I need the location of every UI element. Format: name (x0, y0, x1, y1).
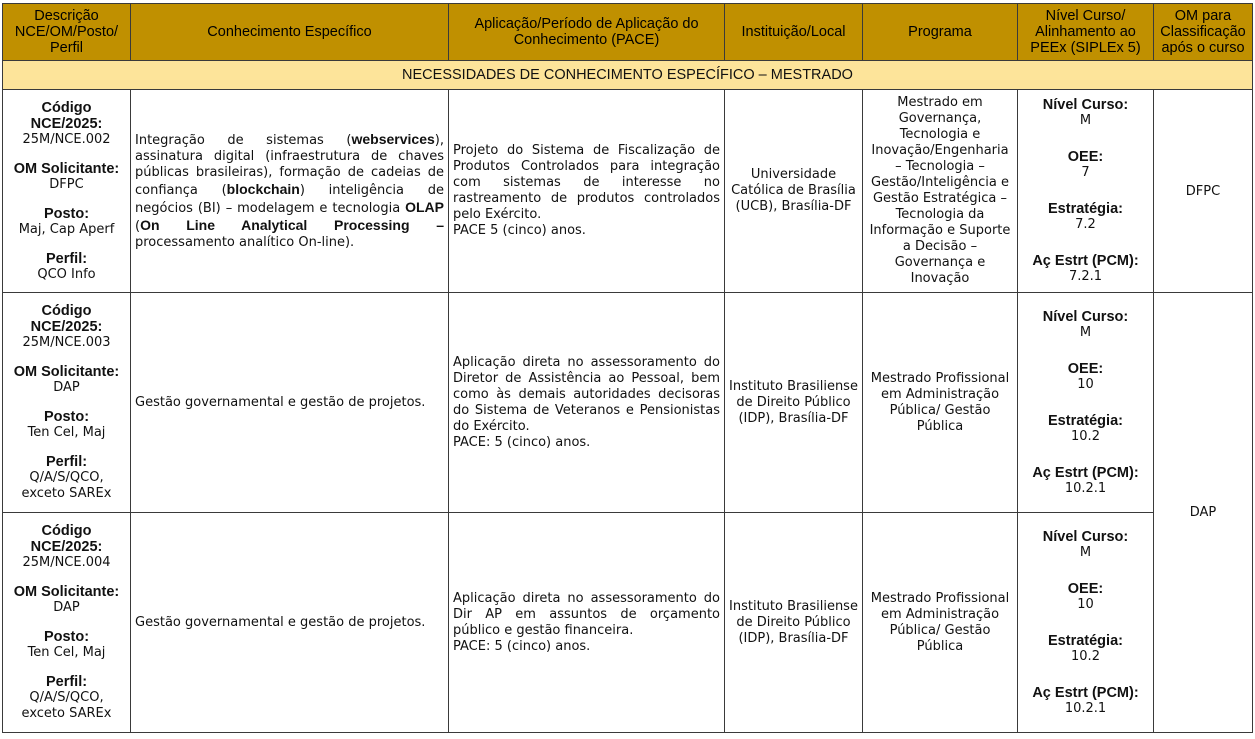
conhecimento-bold: webservices (351, 131, 435, 147)
codigo-label: Código NCE/2025: (30, 303, 103, 335)
aplicacao-text: Aplicação direta no assessoramento do Dir AP em assuntos de orçamento público e gestão financeira. (453, 590, 720, 638)
programa-cell: Mestrado em Governança, Tecnologia e Inovação/Engenharia – Tecnologia – Gestão/Inteligência e Gestão Estratégica – Tecnologia da Informação e Suporte a Decisão – Governança e Inovação (863, 90, 1018, 293)
om-solicitante-value: DAP (53, 380, 80, 395)
section-title: NECESSIDADES DE CONHECIMENTO ESPECÍFICO – MESTRADO (3, 61, 1253, 90)
pace-text: PACE: 5 (cinco) anos. (453, 638, 591, 654)
om-cell: DFPC (1154, 90, 1253, 293)
oee-label: OEE: (1067, 360, 1104, 377)
conhecimento-cell: Gestão governamental e gestão de projetos. (131, 293, 449, 513)
aplicacao-text: Projeto do Sistema de Fiscalização de Produtos Controlados para integração com sistemas de interesse no rastreamento de produtos controlados pelo Exército. (453, 143, 720, 222)
estrategia-label: Estratégia: (1048, 201, 1123, 217)
oee-value: 10 (1077, 596, 1094, 612)
nivel-curso-label: Nível Curso: (1042, 528, 1129, 545)
pace-text: PACE 5 (cinco) anos. (453, 223, 586, 238)
estrategia-label: Estratégia: (1048, 632, 1123, 649)
conhecimento-bold: On Line Analytical Processing – (140, 217, 444, 233)
aplicacao-text: Aplicação direta no assessoramento do Diretor de Assistência ao Pessoal, bem como às demais autoridades decisoras do Sistema de Veteranos e Pensionistas do Exército. (453, 354, 720, 434)
om-solicitante-label: OM Solicitante: (13, 160, 120, 177)
ac-estrt-label: Aç Estrt (PCM): (1032, 253, 1139, 269)
table-row (3, 293, 1253, 513)
aplicacao-cell (449, 513, 725, 733)
header-descricao: Descrição NCE/OM/Posto/ Perfil (3, 4, 131, 61)
conhecimento-cell: Gestão governamental e gestão de projetos. (131, 513, 449, 733)
nivel-cell (1018, 513, 1154, 733)
nivel-cell (1018, 90, 1154, 293)
programa-cell: Mestrado Profissional em Administração Pública/ Gestão Pública (863, 293, 1018, 513)
posto-label: Posto: (43, 409, 90, 425)
perfil-value: Q/A/S/QCO, exceto SAREx (21, 690, 112, 721)
posto-value: Ten Cel, Maj (27, 645, 106, 660)
conhecimento-bold: OLAP (405, 199, 444, 215)
pace-text: PACE: 5 (cinco) anos. (453, 434, 591, 450)
conhecimento-bold: blockchain (226, 181, 300, 197)
header-om: OM para Classificação após o curso (1154, 4, 1253, 61)
om-solicitante-value: DFPC (49, 176, 84, 192)
om-solicitante-label: OM Solicitante: (13, 364, 120, 380)
programa-cell: Mestrado Profissional em Administração Pública/ Gestão Pública (863, 513, 1018, 733)
table-row (3, 513, 1253, 733)
oee-label: OEE: (1067, 580, 1104, 597)
ac-estrt-label: Aç Estrt (PCM): (1032, 684, 1139, 701)
nivel-curso-value: M (1079, 113, 1092, 128)
oee-value: 10 (1077, 376, 1094, 392)
conhecimento-text: ), assinatura digital (infraestrutura de chaves públicas brasileiras), formação de cadeias de confiança ( (135, 133, 444, 198)
instituicao-cell: Instituto Brasiliense de Direito Público (IDP), Brasília-DF (725, 293, 863, 513)
header-nivel: Nível Curso/ Alinhamento ao PEEx (SIPLEx 5) (1018, 4, 1154, 61)
estrategia-value: 10.2 (1071, 428, 1100, 444)
posto-label: Posto: (43, 205, 90, 222)
om-solicitante-value: DAP (53, 600, 80, 615)
posto-value: Maj, Cap Aperf (18, 221, 115, 237)
om-solicitante-label: OM Solicitante: (13, 584, 120, 600)
conhecimento-text: ( (135, 219, 141, 234)
section-row (3, 61, 1253, 90)
nivel-curso-label: Nível Curso: (1042, 308, 1129, 325)
conhecimento-text: processamento analítico On-line). (135, 235, 355, 250)
nivel-curso-label: Nível Curso: (1042, 97, 1129, 113)
aplicacao-cell (449, 90, 725, 293)
ac-estrt-value: 10.2.1 (1064, 700, 1107, 716)
header-row (3, 4, 1253, 61)
conhecimento-text: Integração de sistemas ( (135, 133, 352, 148)
perfil-label: Perfil: (45, 250, 88, 267)
descricao-cell (3, 293, 131, 513)
perfil-label: Perfil: (45, 674, 88, 690)
conhecimento-text: ) inteligência de negócios (BI) – modelagem e tecnologia (135, 183, 444, 216)
ac-estrt-label: Aç Estrt (PCM): (1032, 464, 1139, 481)
instituicao-cell: Universidade Católica de Brasília (UCB), Brasília-DF (725, 90, 863, 293)
descricao-cell (3, 90, 131, 293)
om-cell: DAP (1154, 293, 1253, 733)
ac-estrt-value: 10.2.1 (1064, 480, 1107, 496)
nce-table (2, 3, 1253, 733)
perfil-label: Perfil: (45, 454, 88, 470)
header-aplicacao: Aplicação/Período de Aplicação do Conhecimento (PACE) (449, 4, 725, 61)
header-conhecimento: Conhecimento Específico (131, 4, 449, 61)
perfil-value: QCO Info (37, 266, 96, 282)
posto-label: Posto: (43, 629, 90, 645)
estrategia-value: 10.2 (1071, 648, 1100, 664)
instituicao-cell: Instituto Brasiliense de Direito Público (IDP), Brasília-DF (725, 513, 863, 733)
codigo-value: 25M/NCE.003 (22, 335, 111, 350)
nivel-curso-value: M (1079, 324, 1092, 340)
table-row (3, 90, 1253, 293)
nivel-cell (1018, 293, 1154, 513)
descricao-cell (3, 513, 131, 733)
codigo-value: 25M/NCE.002 (22, 131, 111, 147)
header-programa: Programa (863, 4, 1018, 61)
estrategia-label: Estratégia: (1048, 412, 1123, 429)
conhecimento-cell (131, 90, 449, 293)
perfil-value: Q/A/S/QCO, exceto SAREx (21, 470, 112, 501)
aplicacao-cell (449, 293, 725, 513)
header-instituicao: Instituição/Local (725, 4, 863, 61)
codigo-label: Código NCE/2025: (30, 523, 103, 555)
oee-value: 7 (1081, 165, 1090, 180)
nivel-curso-value: M (1079, 544, 1092, 560)
codigo-label: Código NCE/2025: (30, 99, 103, 132)
estrategia-value: 7.2 (1075, 217, 1096, 232)
ac-estrt-value: 7.2.1 (1068, 269, 1103, 284)
codigo-value: 25M/NCE.004 (22, 555, 111, 570)
oee-label: OEE: (1067, 149, 1104, 165)
posto-value: Ten Cel, Maj (27, 425, 106, 440)
